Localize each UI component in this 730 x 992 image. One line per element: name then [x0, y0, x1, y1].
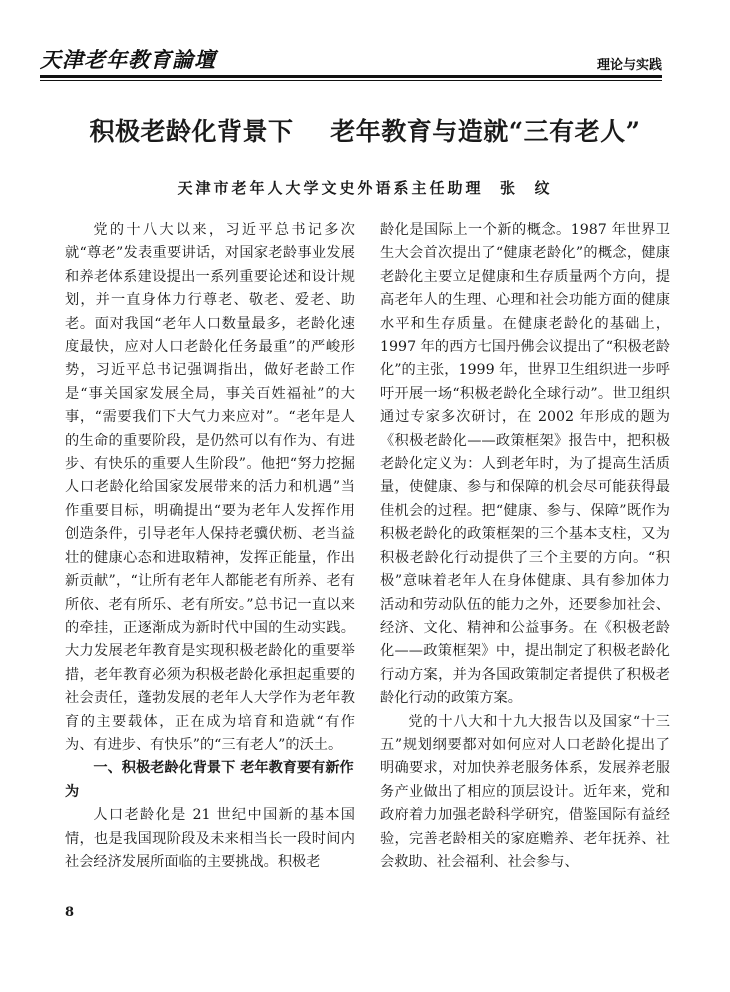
left-column [65, 219, 355, 874]
header-rule-thick [40, 75, 662, 78]
section-heading-1: 一、积极老龄化背景下 老年教育要有新作为 [65, 760, 354, 800]
article-author: 天津市老年人大学文史外语系主任助理 张 纹 [177, 179, 553, 197]
section-1-paragraph: 人口老龄化是 21 世纪中国新的基本国情，也是我国现阶段及未来相当长一段时间内社会经济发展所面临的主要挑战。积极老 [65, 807, 355, 870]
section-1-paragraph-continued: 龄化是国际上一个新的概念。1987 年世界卫生大会首次提出了“健康老龄化”的概念，健康老龄化主要立足健康和生存质量两个方向，提高老年人的生理、心理和社会功能方面的健康水平和生存质量。在健康老龄化的基础上，1997 年的西方七国丹佛会议提出了“积极老龄化”的主张，1999 年，世界卫生组织进一步呼吁开展一场“积极老龄化全球行动”。世卫组织通过专家多次研讨，在 2002 年形成的题为《积极老龄化——政策框架》报告中，把积极老龄化定义为：人到老年时，为了提高生活质量，使健康、参与和保障的机会尽可能获得最佳机会的过程。把“健康、参与、保障”既作为积极老龄化的政策框架的三个基本支柱，又为积极老龄化行动提供了三个主要的方向。“积极”意味着老年人在身体健康、具有参加体力活动和劳动队伍的能力之外，还要参加社会、经济、文化、精神和公益事务。在《积极老龄化——政策框架》中，提出制定了积极老龄化行动方案，并为各国政策制定者提供了积极老龄化行动的政策方案。 [380, 222, 670, 707]
section-label: 理论与实践 [596, 58, 662, 73]
article-title: 积极老龄化背景下 老年教育与造就“三有老人” [89, 117, 641, 146]
page-number: 8 [65, 905, 75, 920]
journal-masthead: 天津老年教育論壇 [40, 47, 216, 72]
intro-paragraph: 党的十八大以来，习近平总书记多次就“尊老”发表重要讲话，对国家老龄事业发展和养老体系建设提出一系列重要论述和设计规划，并一直身体力行尊老、敬老、爱老、助老。面对我国“老年人口数量最多，老龄化速度最快，应对人口老龄化任务最重”的严峻形势，习近平总书记强调指出，做好老龄工作是“事关国家发展全局，事关百姓福祉”的大事，“需要我们下大气力来应对”。“老年是人的生命的重要阶段，是仍然可以有作为、有进步、有快乐的重要人生阶段”。他把“努力挖掘人口老龄化给国家发展带来的活力和机遇”当作重要目标，明确提出“要为老年人发挥作用创造条件，引导老年人保持老骥伏枥、老当益壮的健康心态和进取精神，发挥正能量，作出新贡献”，“让所有老年人都能老有所养、老有所依、老有所乐、老有所安。”总书记一直以来的牵挂，正逐渐成为新时代中国的生动实践。大力发展老年教育是实现积极老龄化的重要举措，老年教育必须为积极老龄化承担起重要的社会责任，蓬勃发展的老年人大学作为老年教育的主要载体，正在成为培育和造就“有作为、有进步、有快乐”的“三有老人”的沃土。 [65, 222, 355, 753]
section-1-paragraph-2: 党的十八大和十九大报告以及国家“十三五”规划纲要都对如何应对人口老龄化提出了明确要求，对加快养老服务体系，发展养老服务产业做出了相应的顶层设计。近年来，党和政府着力加强老龄科学研究，借鉴国际有益经验，完善老龄相关的家庭赡养、老年抚养、社会救助、社会福利、社会参与、 [380, 713, 670, 870]
header-rule-thin [40, 80, 662, 81]
right-column [380, 219, 670, 874]
